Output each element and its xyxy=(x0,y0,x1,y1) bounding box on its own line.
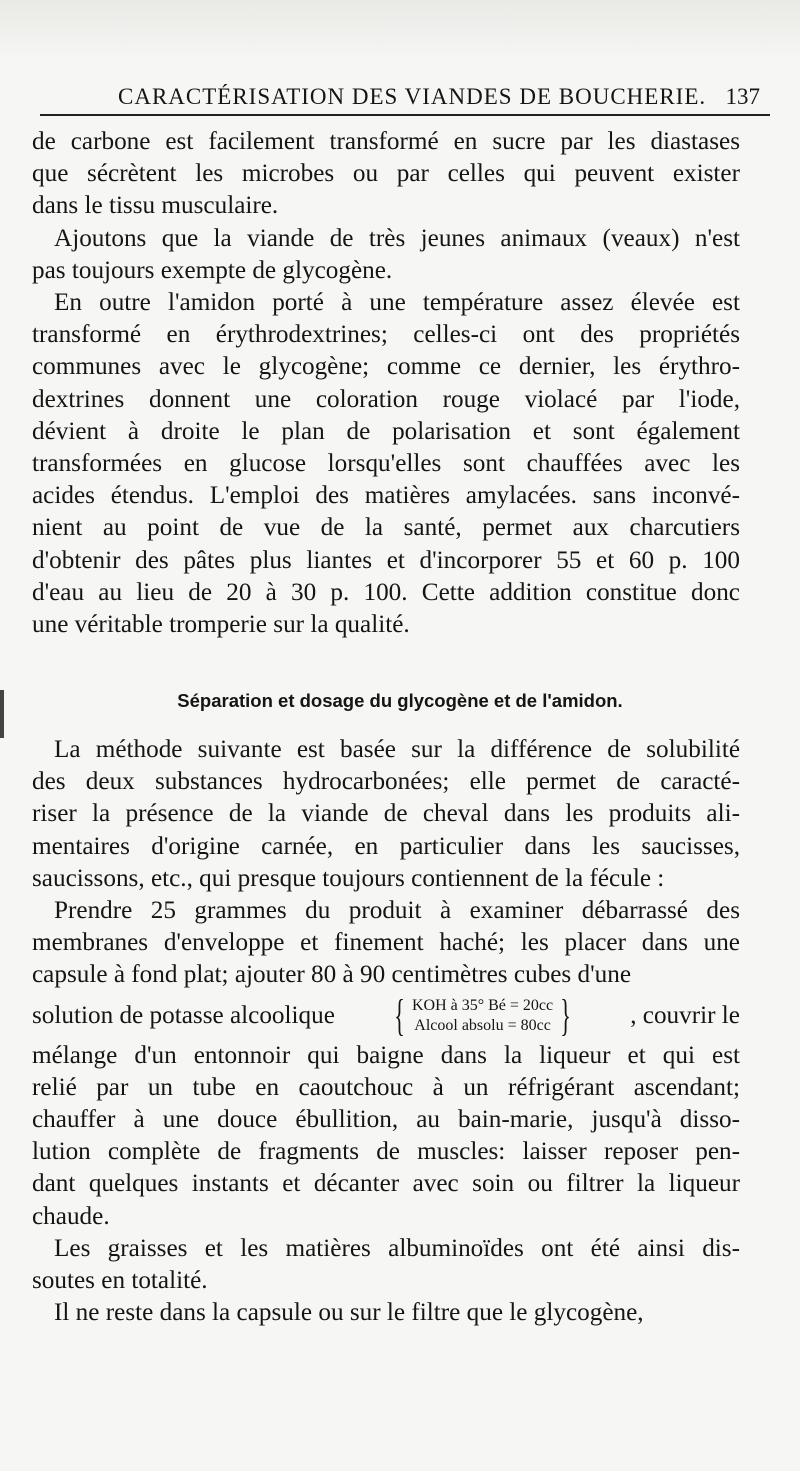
formula-group xyxy=(389,990,576,1040)
text-line: mentaires d'origine carnée, en particulier dans les saucisses, xyxy=(32,832,740,860)
running-header xyxy=(40,84,770,116)
page-edge-shadow xyxy=(0,0,800,60)
formula-line-2: Alcool absolu = 80cc xyxy=(414,1016,551,1034)
text-line: soutes en totalité. xyxy=(32,1267,208,1295)
formula-line-1: KOH à 35° Bé = 20cc xyxy=(411,996,554,1014)
text-line: transformées en glucose lorsqu'elles sont chauffées avec les xyxy=(32,450,740,478)
text-line: En outre l'amidon porté à une température assez élevée est xyxy=(54,289,740,317)
text-line: dant quelques instants et décanter avec soin ou filtrer la liqueur xyxy=(32,1170,740,1198)
text-line: riser la présence de la viande de cheval dans les produits ali- xyxy=(32,800,740,828)
formula-lead-text: solution de potasse alcoolique xyxy=(32,1001,335,1029)
text-line: des deux substances hydrocarbonées; elle permet de caracté- xyxy=(32,768,740,796)
text-line: d'eau au lieu de 20 à 30 p. 100. Cette addition constitue donc xyxy=(32,578,740,606)
page-number: 137 xyxy=(725,84,760,109)
formula-trailing-text: , couvrir le xyxy=(630,1001,740,1029)
text-line: dévient à droite le plan de polarisation et sont également xyxy=(32,417,740,445)
text-line: capsule à fond plat; ajouter 80 à 90 centimètres cubes d'une xyxy=(32,961,632,989)
text-line: que sécrètent les microbes ou par celles qui peuvent exister xyxy=(32,160,740,188)
text-line: d'obtenir des pâtes plus liantes et d'incorporer 55 et 60 p. 100 xyxy=(32,546,740,574)
left-brace: { xyxy=(394,990,405,1040)
text-line: de carbone est facilement transformé en sucre par les diastases xyxy=(32,128,740,155)
text-line: relié par un tube en caoutchouc à un réfrigérant ascendant; xyxy=(32,1073,740,1101)
text-line: Les graisses et les matières albuminoïdes ont été ainsi dis- xyxy=(54,1234,740,1262)
text-line: dextrines donnent une coloration rouge violacé par l'iode, xyxy=(32,385,740,413)
text-line: lution complète de fragments de muscles: laisser reposer pen- xyxy=(32,1138,740,1166)
text-line: membranes d'enveloppe et finement haché; les placer dans une xyxy=(32,929,740,957)
text-block-intro xyxy=(32,126,740,641)
method-paragraphs xyxy=(32,734,740,992)
text-line: chauffer à une douce ébullition, au bain-marie, jusqu'à disso- xyxy=(32,1106,740,1134)
text-line: mélange d'un entonnoir qui baigne dans la liqueur et qui est xyxy=(32,1041,740,1069)
formula-content xyxy=(410,996,555,1036)
formula-line xyxy=(32,992,740,1040)
text-line: Prendre 25 grammes du produit à examiner débarrassé des xyxy=(54,897,740,925)
text-block-method xyxy=(32,734,740,1329)
text-line: acides étendus. L'emploi des matières amylacées. sans inconvé- xyxy=(32,482,740,510)
text-line: La méthode suivante est basée sur la différence de solubilité xyxy=(54,736,740,763)
running-title: CARACTÉRISATION DES VIANDES DE BOUCHERIE. xyxy=(118,84,707,109)
text-line: communes avec le glycogène; comme ce dernier, les érythro- xyxy=(32,353,740,381)
text-line: Il ne reste dans la capsule ou sur le filtre que le glycogène, xyxy=(54,1299,644,1327)
text-line: nient au point de vue de la santé, permet aux charcutiers xyxy=(32,514,740,542)
text-line: Ajoutons que la viande de très jeunes animaux (veaux) n'est xyxy=(54,224,740,252)
text-line: dans le tissu musculaire. xyxy=(32,192,279,220)
text-line: pas toujours exempte de glycogène. xyxy=(32,256,393,284)
section-heading: Séparation et dosage du glycogène et de l'amidon. xyxy=(177,690,623,711)
text-line: une véritable tromperie sur la qualité. xyxy=(32,611,410,639)
text-line: chaude. xyxy=(32,1202,110,1230)
text-line: saucissons, etc., qui presque toujours contiennent de la fécule : xyxy=(32,864,665,892)
text-line: transformé en érythrodextrines; celles-ci ont des propriétés xyxy=(32,321,740,349)
right-brace: } xyxy=(560,990,571,1040)
method-paragraphs-continued xyxy=(32,1040,740,1330)
